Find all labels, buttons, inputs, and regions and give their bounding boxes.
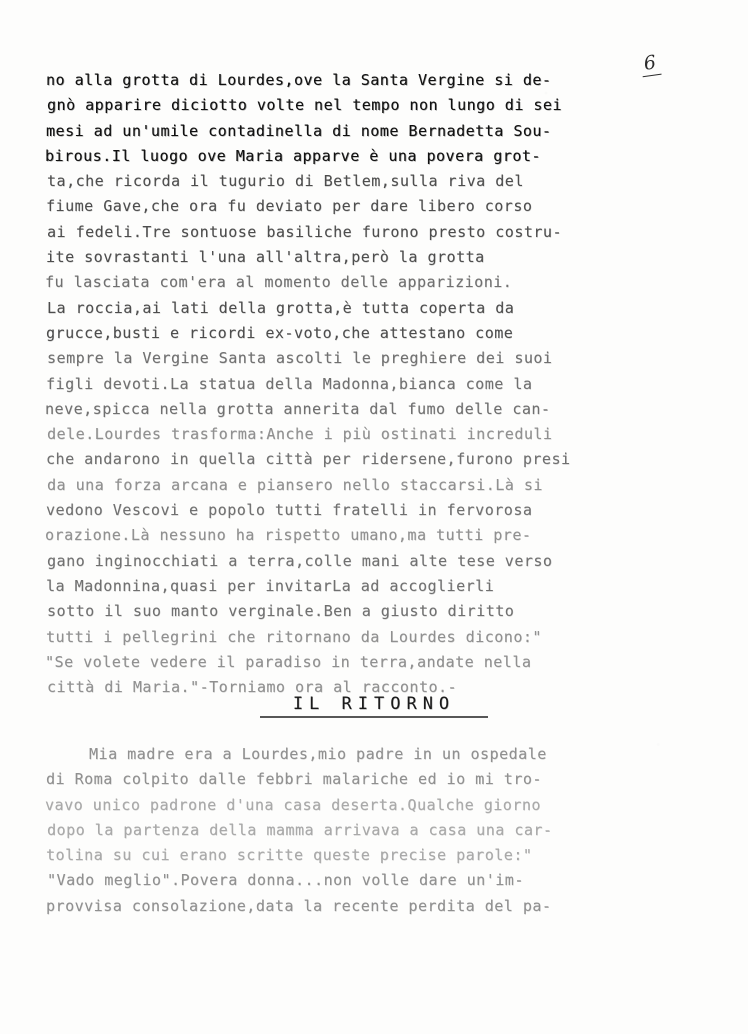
text-line: fiume Gave,che ora fu deviato per dare libero corso <box>46 197 533 216</box>
page-number-value: 6 <box>639 51 661 77</box>
text-line: no alla grotta di Lourdes,ove la Santa Vergine si de- <box>46 71 552 89</box>
text-line: "Se volete vedere il paradiso in terra,andate nella <box>45 652 532 671</box>
text-line: ai fedeli.Tre sontuose basiliche furono presto costru- <box>47 222 563 241</box>
text-line: tutti i pellegrini che ritornano da Lourdes dicono:" <box>46 627 542 646</box>
text-line: di Roma colpito dalle febbri malariche ed io mi tro- <box>46 770 542 789</box>
text-line: vedono Vescovi e popolo tutti fratelli in fervorosa <box>46 501 533 520</box>
text-line: che andarono in quella città per ridersene,furono presi <box>46 450 571 469</box>
text-line: la Madonnina,quasi per invitarLa ad accoglierli <box>46 576 495 595</box>
text-line: mesi ad un'umile contadinella di nome Bernadetta Sou- <box>46 121 552 140</box>
section-heading-text: IL RITORNO <box>292 694 456 714</box>
text-line: provvisa consolazione,data la recente perdita del pa- <box>46 896 552 915</box>
text-line: fu lasciata com'era al momento delle apparizioni. <box>45 273 513 292</box>
text-line: gnò apparire diciotto volte nel tempo non lungo di sei <box>47 96 563 115</box>
text-line: sempre la Vergine Santa ascolti le preghiere dei suoi <box>47 349 553 368</box>
text-line: La roccia,ai lati della grotta,è tutta coperta da <box>47 298 515 317</box>
text-line: ta,che ricorda il tugurio di Betlem,sulla riva del <box>47 172 524 191</box>
text-line: gano inginocchiati a terra,colle mani alte tese verso <box>47 551 553 570</box>
body-text-block-2 <box>46 742 702 919</box>
text-line: figli devoti.La statua della Madonna,bianca come la <box>46 374 533 393</box>
text-line: grucce,busti e ricordi ex-voto,che attestano come <box>46 323 514 342</box>
text-line: neve,spicca nella grotta annerita dal fumo delle can- <box>45 399 551 418</box>
text-line: vavo unico padrone d'una casa deserta.Qualche giorno <box>45 795 541 814</box>
section-heading-underline <box>260 716 488 718</box>
text-line: dele.Lourdes trasforma:Anche i più ostinati increduli <box>47 425 553 444</box>
text-line: città di Maria."-Torniamo ora al racconto.- <box>47 678 458 697</box>
text-line: orazione.Là nessuno ha rispetto umano,ma tutti pre- <box>45 526 532 545</box>
text-line: ite sovrastanti l'una all'altra,però la grotta <box>46 248 485 267</box>
text-line: birous.Il luogo ove Maria apparve è una povera grot- <box>45 146 541 165</box>
text-line: "Vado meglio".Povera donna...non volle dare un'im- <box>47 871 524 890</box>
text-line: dopo la partenza della mamma arrivava a casa una car- <box>47 820 553 839</box>
text-line: tolina su cui erano scritte queste precise parole:" <box>46 846 533 865</box>
section-heading <box>46 694 702 718</box>
text-line: Mia madre era a Lourdes,mio padre in un ospedale <box>89 745 547 763</box>
text-line: sotto il suo manto verginale.Ben a giusto diritto <box>47 602 515 621</box>
text-line: da una forza arcana e piansero nello staccarsi.Là si <box>47 475 543 494</box>
body-text-block-1 <box>46 68 702 700</box>
